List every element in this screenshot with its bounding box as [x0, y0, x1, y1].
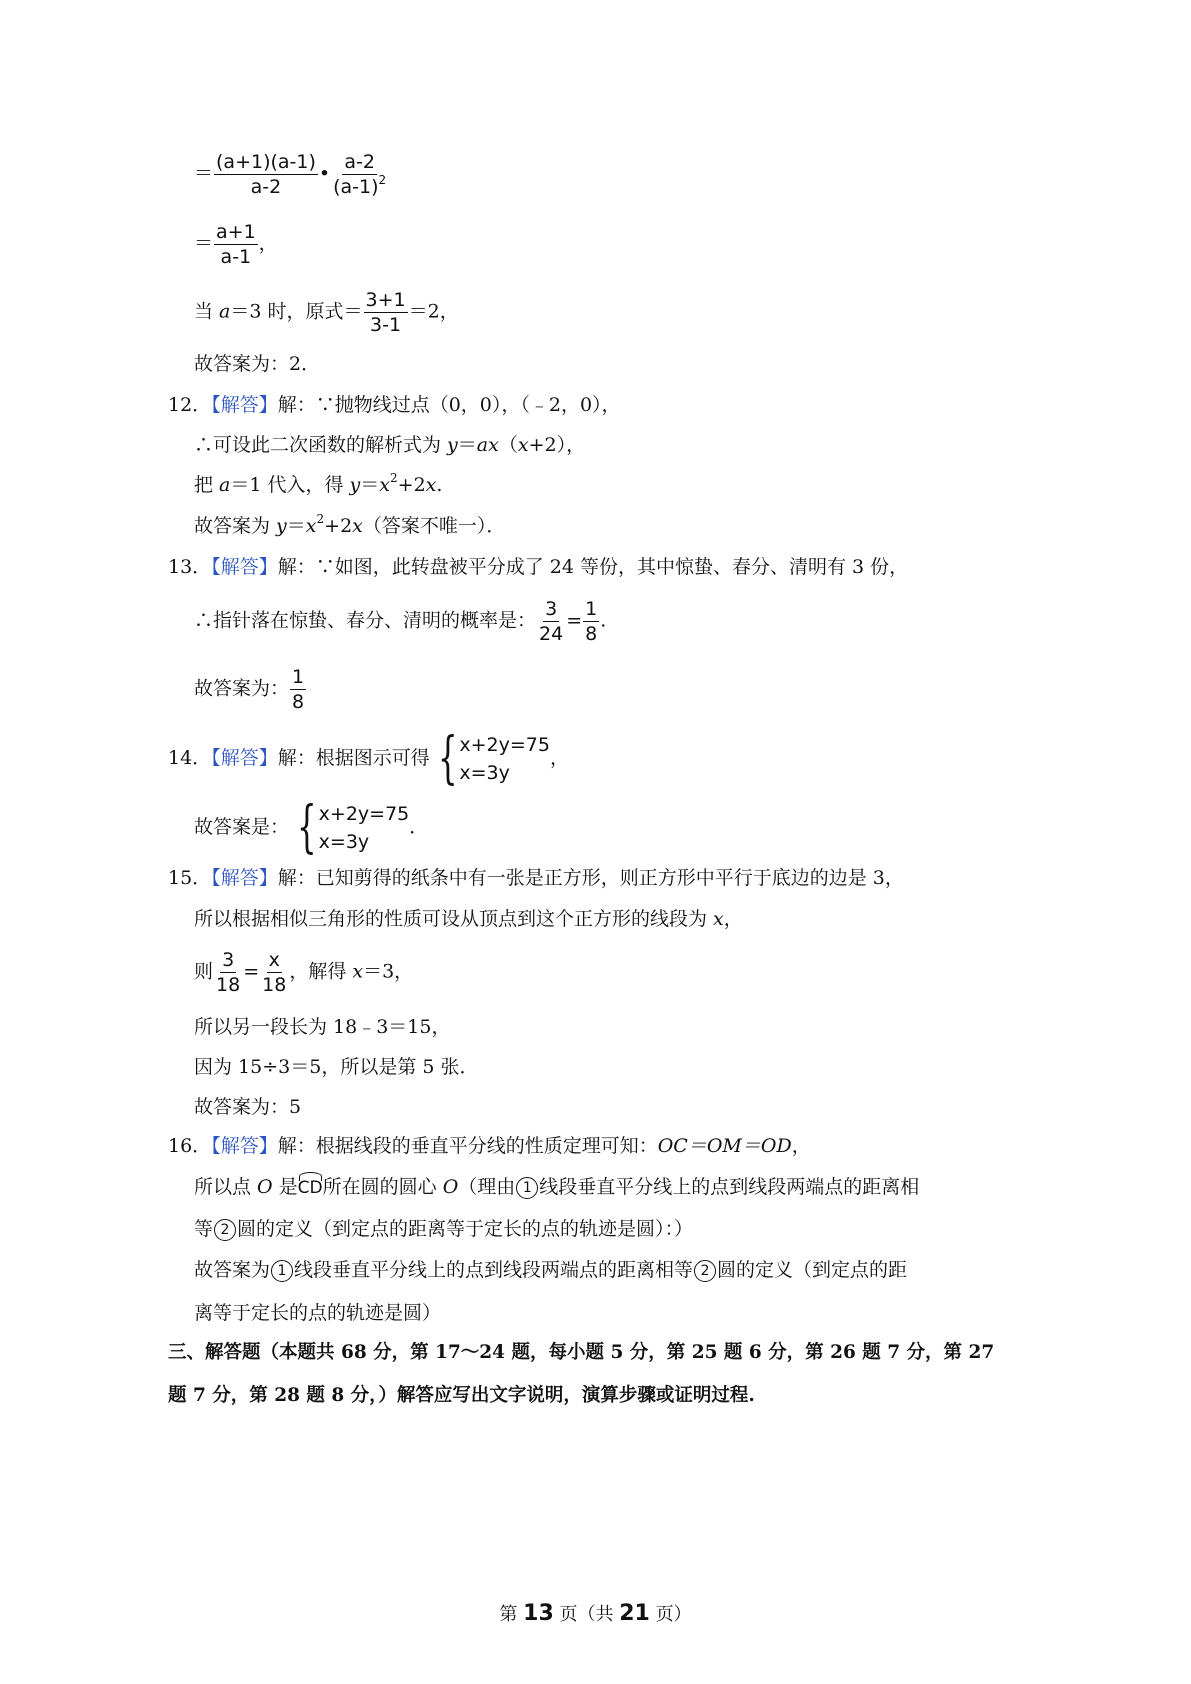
fraction: $\frac{1}{8}$: [292, 666, 305, 713]
p15-answer: 故答案为：5: [194, 1096, 302, 1118]
p13-answer: 故答案为： $\frac{1}{8}$: [194, 666, 305, 713]
p16-answer: 故答案为 1 线段垂直平分线上的点到线段两端点的距离相等 2 圆的定义（到定点的距: [194, 1259, 908, 1281]
arc-cd-symbol: CD: [297, 1178, 323, 1198]
page-number: 13: [523, 1601, 554, 1626]
solution-tag: 【解答】: [211, 747, 278, 769]
p15-line-5: 因为 15÷3＝5，所以是第 5 张．: [194, 1056, 479, 1078]
p16-line-3: 等 2 圆的定义（到定点的距离等于定长的点的轨迹是圆）：）: [194, 1218, 694, 1240]
p14-line-1: 14．【解答】解：根据图示可得 { x+2y=75 x=3y ，: [168, 726, 569, 791]
left-brace: {: [437, 726, 458, 791]
fraction: $\frac{3+1}{3-1}$: [365, 289, 406, 336]
solution-tag: 【解答】: [211, 1135, 278, 1157]
p12-line-1: 12．【解答】解：∵抛物线过点（0，0），（﹣2，0），: [168, 394, 621, 416]
solution-tag: 【解答】: [211, 556, 278, 578]
equation-system: { x+2y=75 x=3y: [297, 795, 410, 860]
p15-line-2: 所以根据相似三角形的性质可设从顶点到这个正方形的线段为 x，: [194, 908, 743, 930]
page-footer: 第 13 页（共 21 页）: [499, 1601, 692, 1626]
p14-answer: 故答案是： { x+2y=75 x=3y ．: [194, 795, 429, 860]
p11-answer: 故答案为：2．: [194, 353, 321, 375]
p12-line-3: 把 a＝1 代入，得 $y=x^2+2x$.: [194, 470, 443, 496]
solution-tag: 【解答】: [211, 394, 278, 416]
p11-line-3: 当 a＝3 时，原式＝ $\frac{3+1}{3-1}$ ＝2，: [194, 289, 459, 336]
p11-line-2: ＝ $\frac{a+1}{a-1}$ ，: [194, 221, 278, 268]
p12-line-2: ∴可设此二次函数的解析式为 y＝ax（x+2），: [194, 434, 586, 456]
fraction: $\frac{3}{18}$: [216, 949, 241, 996]
fraction: $\frac{1}{8}$: [585, 598, 598, 645]
circled-number-2: 2: [214, 1219, 236, 1241]
p15-line-3: 则 $\frac{3}{18}$ = $\frac{x}{18}$ ，解得 x＝3，: [194, 949, 414, 996]
p16-answer-cont: 离等于定长的点的轨迹是圆）: [194, 1302, 442, 1324]
p11-line-1: ＝ $\frac{(a+1)(a-1)}{a-2}$ • $\frac{a-2}{(a-1)^2}$: [194, 151, 387, 198]
p16-line-2: 所以点 O 是CD所在圆的圆心 O（理由 1 线段垂直平分线上的点到线段两端点的距离相: [194, 1176, 920, 1198]
total-pages: 21: [619, 1601, 650, 1626]
fraction: $\frac{a+1}{a-1}$: [216, 221, 256, 268]
p12-answer: 故答案为 $y=x^2+2x$（答案不唯一）．: [194, 511, 506, 537]
section-heading-line-1: 三、解答题（本题共 68 分，第 17～24 题，每小题 5 分，第 25 题 6 分，第 26 题 7 分，第 27: [168, 1342, 995, 1363]
p13-line-2: ∴指针落在惊蛰、春分、清明的概率是： $\frac{3}{24}$ = $\frac{1}{8}$ .: [194, 598, 607, 645]
p15-line-4: 所以另一段长为 18﹣3＝15，: [194, 1016, 451, 1038]
fraction: $\frac{(a+1)(a-1)}{a-2}$: [216, 151, 316, 198]
left-brace: {: [297, 795, 317, 860]
fraction: $\frac{3}{24}$: [539, 598, 564, 645]
p15-line-1: 15．【解答】解：已知剪得的纸条中有一张是正方形，则正方形中平行于底边的边是 3，: [168, 867, 904, 889]
fraction: $\frac{a-2}{(a-1)^2}$: [333, 151, 387, 198]
equation-system: { x+2y=75 x=3y: [437, 726, 550, 791]
circled-number-1: 1: [271, 1260, 293, 1282]
circled-number-1: 1: [516, 1177, 538, 1199]
fraction: $\frac{x}{18}$: [262, 949, 287, 996]
p13-line-1: 13．【解答】解：∵如图，此转盘被平分成了 24 等份，其中惊蛰、春分、清明有 3 份，: [168, 556, 909, 578]
solution-tag: 【解答】: [211, 867, 278, 889]
p16-line-1: 16．【解答】解：根据线段的垂直平分线的性质定理可知：OC＝OM＝OD，: [168, 1135, 811, 1157]
circled-number-2: 2: [694, 1260, 716, 1282]
section-heading-line-2: 题 7 分，第 28 题 8 分，）解答应写出文字说明，演算步骤或证明过程.: [168, 1385, 755, 1406]
